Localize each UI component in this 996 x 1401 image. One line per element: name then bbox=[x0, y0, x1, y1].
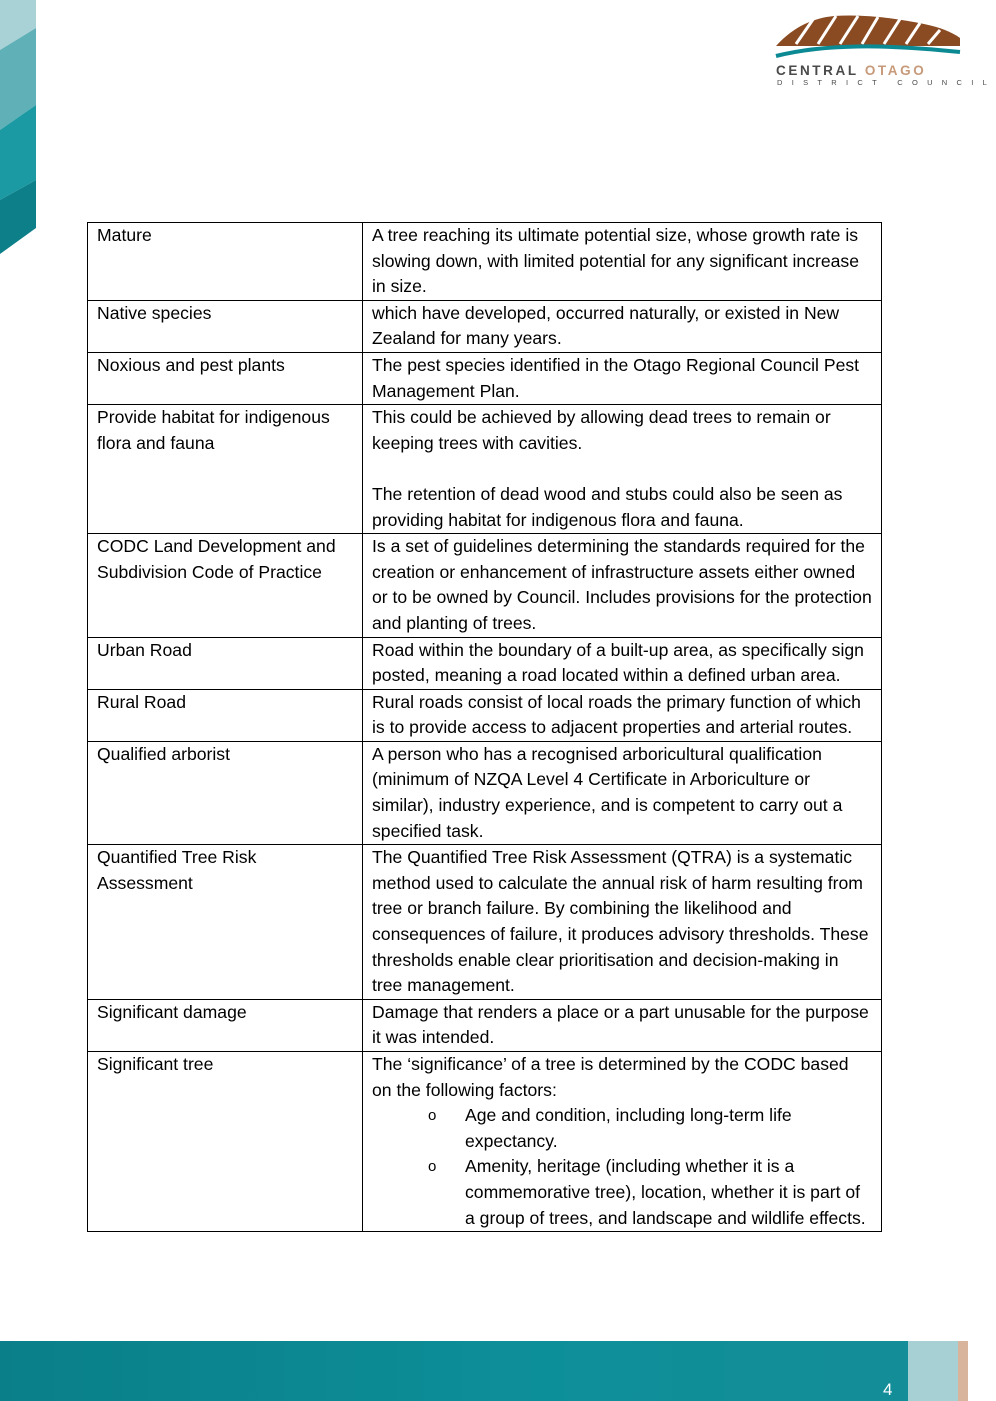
factor-list-item bbox=[372, 1103, 872, 1154]
definitions-table bbox=[87, 222, 882, 1232]
definition-text bbox=[363, 352, 882, 404]
definition-term: CODC Land Development and Subdivision Code of Practice bbox=[88, 534, 363, 637]
definition-paragraph: The retention of dead wood and stubs could also be seen as providing habitat for indigenous flora and fauna. bbox=[372, 483, 843, 530]
definition-row bbox=[88, 637, 882, 689]
definition-term: Native species bbox=[88, 300, 363, 352]
definition-term: Significant damage bbox=[88, 999, 363, 1051]
definition-text bbox=[363, 999, 882, 1051]
definition-term: Quantified Tree Risk Assessment bbox=[88, 845, 363, 1000]
definition-term: Mature bbox=[88, 223, 363, 301]
definition-text bbox=[363, 405, 882, 534]
definition-paragraph: Is a set of guidelines determining the standards required for the creation or enhancement of infrastructure assets either owned or to be owned by Council. Includes provisions for the protection and planting of trees. bbox=[372, 536, 872, 633]
definition-row bbox=[88, 223, 882, 301]
logo-wordmark: CENTRAL OTAGO bbox=[776, 63, 927, 78]
definition-text bbox=[363, 223, 882, 301]
definition-paragraph: The pest species identified in the Otago Regional Council Pest Management Plan. bbox=[372, 354, 860, 401]
factor-text: Age and condition, including long-term life expectancy. bbox=[465, 1105, 792, 1151]
definition-paragraph: A tree reaching its ultimate potential size, whose growth rate is slowing down, with limited potential for any significant increase in size. bbox=[372, 225, 860, 297]
definition-term: Noxious and pest plants bbox=[88, 352, 363, 404]
definition-paragraph: Rural roads consist of local roads the primary function of which is to provide access to adjacent properties and arterial routes. bbox=[372, 691, 861, 738]
definition-text bbox=[363, 534, 882, 637]
definition-paragraph: A person who has a recognised arboricultural qualification (minimum of NZQA Level 4 Certificate in Arboriculture or similar), industry experience, and is competent to carry out a specified task. bbox=[372, 743, 843, 841]
definition-row bbox=[88, 689, 882, 741]
definition-row bbox=[88, 300, 882, 352]
logo-subtitle: DISTRICT COUNCIL bbox=[777, 78, 996, 87]
footer-band bbox=[0, 1341, 968, 1401]
page-number: 4 bbox=[883, 1380, 893, 1399]
factor-list-item bbox=[372, 1154, 872, 1231]
definition-row bbox=[88, 534, 882, 637]
definition-row bbox=[88, 405, 882, 534]
bullet-marker: o bbox=[428, 1107, 437, 1125]
definition-paragraph: Road within the boundary of a built-up area, as specifically sign posted, meaning a road located within a defined urban area. bbox=[372, 639, 864, 686]
definition-row bbox=[88, 845, 882, 1000]
definition-text bbox=[363, 300, 882, 352]
definition-paragraph: which have developed, occurred naturally, or existed in New Zealand for many years. bbox=[372, 302, 840, 349]
factor-list bbox=[372, 1103, 872, 1231]
definition-row bbox=[88, 741, 882, 844]
definition-paragraph: The ‘significance’ of a tree is determined by the CODC based on the following factors: bbox=[372, 1054, 849, 1100]
definition-term: Provide habitat for indigenous flora and fauna bbox=[88, 405, 363, 534]
definition-text bbox=[363, 689, 882, 741]
definition-text bbox=[363, 741, 882, 844]
bullet-marker: o bbox=[428, 1158, 437, 1176]
definition-term: Rural Road bbox=[88, 689, 363, 741]
definition-text bbox=[363, 637, 882, 689]
definition-term: Urban Road bbox=[88, 637, 363, 689]
definition-text bbox=[363, 845, 882, 1000]
definition-row bbox=[88, 1052, 882, 1232]
definition-paragraph: Damage that renders a place or a part unusable for the purpose it was intended. bbox=[372, 1001, 869, 1048]
definition-term: Qualified arborist bbox=[88, 741, 363, 844]
left-decorative-strip bbox=[0, 0, 36, 256]
definition-row bbox=[88, 352, 882, 404]
definition-paragraph: This could be achieved by allowing dead trees to remain or keeping trees with cavities. bbox=[372, 407, 831, 453]
definition-row bbox=[88, 999, 882, 1051]
factor-text: Amenity, heritage (including whether it is a commemorative tree), location, whether it is part of a group of trees, and landscape and wildlife effects. bbox=[465, 1156, 866, 1228]
definition-term: Significant tree bbox=[88, 1052, 363, 1232]
definition-paragraph: The Quantified Tree Risk Assessment (QTRA) is a systematic method used to calculate the annual risk of harm resulting from tree or branch failure. By combining the likelihood and consequences of failure, it produces advisory thresholds. These thresholds enable clear prioritisation and decision-making in tree management. bbox=[372, 847, 869, 996]
definition-text bbox=[363, 1052, 882, 1232]
